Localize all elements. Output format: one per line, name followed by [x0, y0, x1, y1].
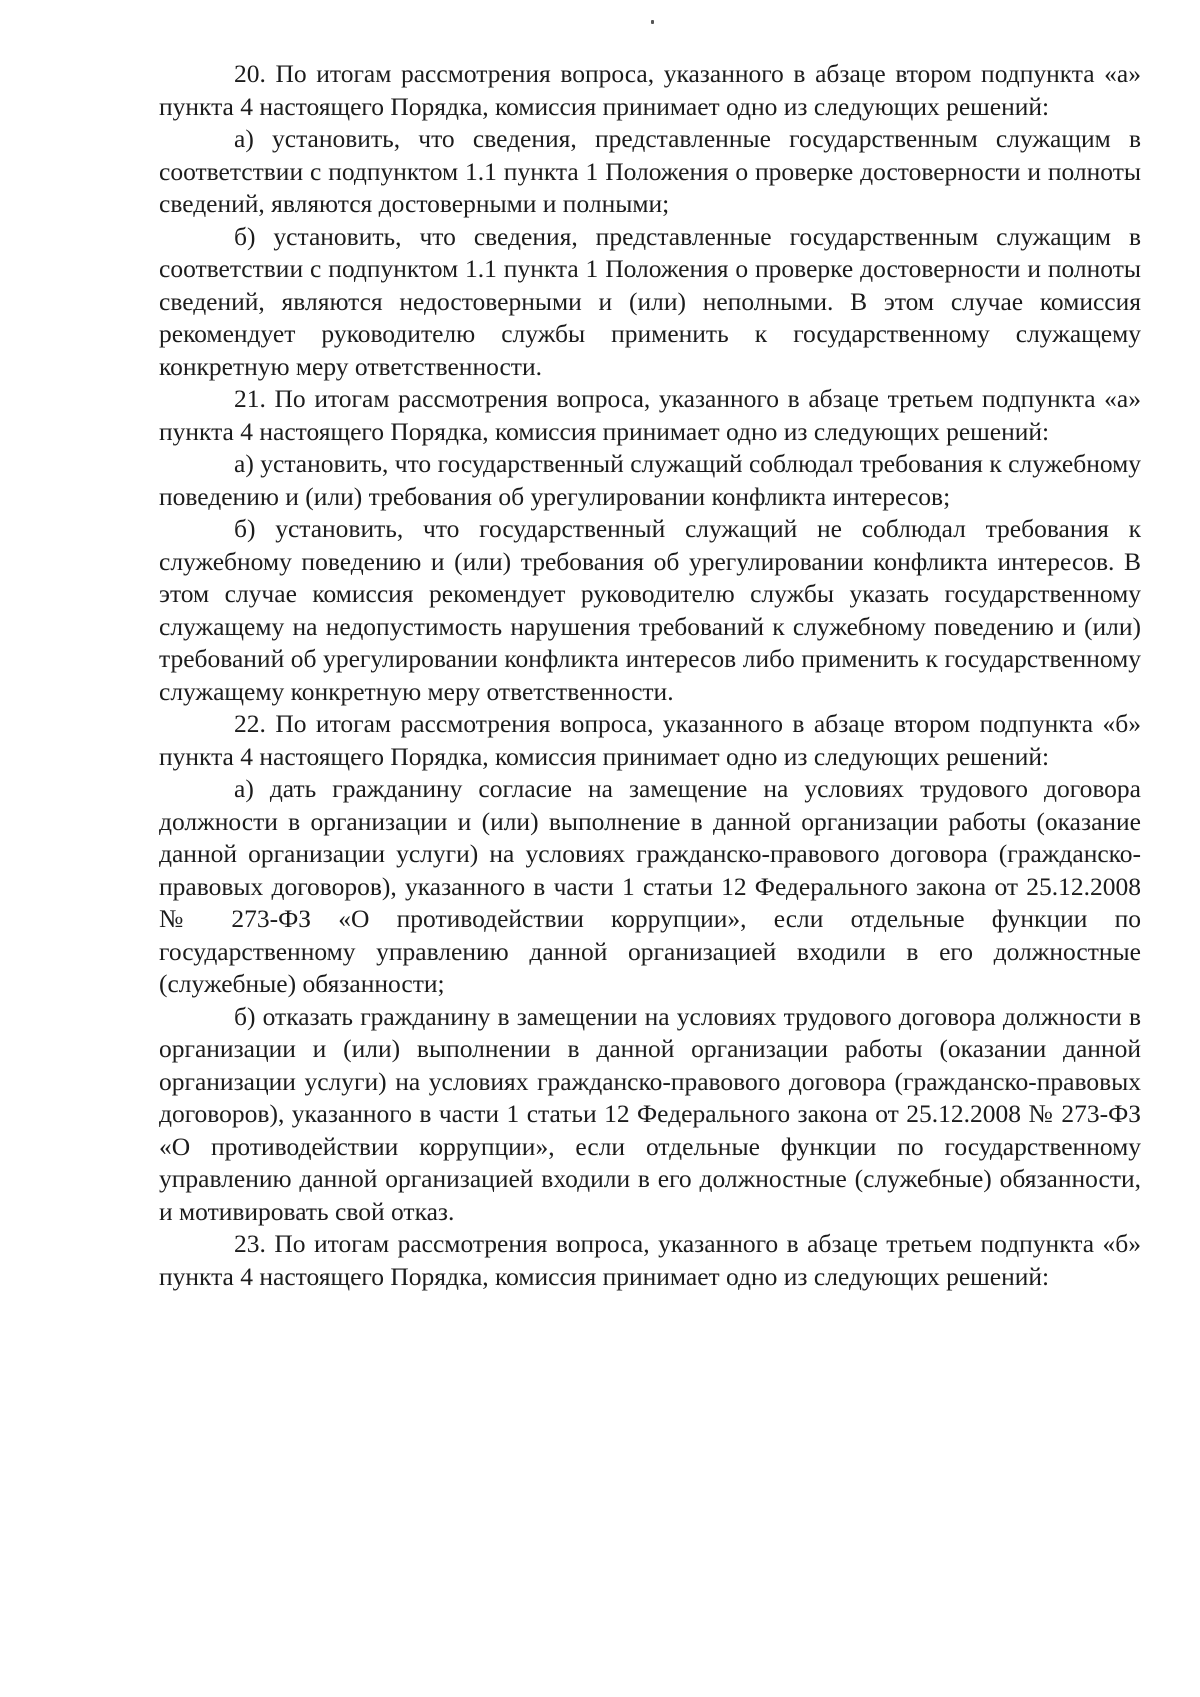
- paragraph-20: 20. По итогам рассмотрения вопроса, указанного в абзаце втором подпункта «а» пункта 4 настоящего Порядка, комиссия принимает одно из следующих решений:: [159, 59, 1141, 121]
- paragraph-21-b: б) установить, что государственный служащий не соблюдал требования к служебному поведению и (или) требования об урегулировании конфликта интересов. В этом случае комиссия рекомендует руководителю службы указать государственному служащему на недопустимость нарушения требований к служебному поведению и (или) требований об урегулировании конфликта интересов либо применить к государственному служащему конкретную меру ответственности.: [159, 514, 1141, 706]
- paragraph-22: 22. По итогам рассмотрения вопроса, указанного в абзаце втором подпункта «б» пункта 4 настоящего Порядка, комиссия принимает одно из следующих решений:: [159, 709, 1141, 771]
- scan-speck: [651, 20, 654, 24]
- document-body: [159, 58, 1141, 1293]
- paragraph-21: 21. По итогам рассмотрения вопроса, указанного в абзаце третьем подпункта «а» пункта 4 настоящего Порядка, комиссия принимает одно из следующих решений:: [159, 384, 1141, 446]
- paragraph-23: 23. По итогам рассмотрения вопроса, указанного в абзаце третьем подпункта «б» пункта 4 настоящего Порядка, комиссия принимает одно из следующих решений:: [159, 1229, 1141, 1291]
- paragraph-22-b: б) отказать гражданину в замещении на условиях трудового договора должности в организации и (или) выполнении в данной организации работы (оказании данной организации услуги) на условиях гражданско-правового договора (гражданско-правовых договоров), указанного в части 1 статьи 12 Федерального закона от 25.12.2008 № 273-ФЗ «О противодействии коррупции», если отдельные функции по государственному управлению данной организацией входили в его должностные (служебные) обязанности, и мотивировать свой отказ.: [159, 1001, 1141, 1226]
- paragraph-20-a: а) установить, что сведения, представленные государственным служащим в соответствии с подпунктом 1.1 пункта 1 Положения о проверке достоверности и полноты сведений, являются достоверными и полными;: [159, 124, 1141, 218]
- paragraph-22-a: а) дать гражданину согласие на замещение на условиях трудового договора должности в организации и (или) выполнение в данной организации работы (оказание данной организации услуги) на условиях гражданско-правового договора (гражданско-правовых договоров), указанного в части 1 статьи 12 Федерального закона от 25.12.2008 № 273-ФЗ «О противодействии коррупции», если отдельные функции по государственному управлению данной организацией входили в его должностные (служебные) обязанности;: [159, 774, 1141, 998]
- paragraph-20-b: б) установить, что сведения, представленные государственным служащим в соответствии с подпунктом 1.1 пункта 1 Положения о проверке достоверности и полноты сведений, являются недостоверными и (или) неполными. В этом случае комиссия рекомендует руководителю службы применить к государственному служащему конкретную меру ответственности.: [159, 221, 1141, 381]
- paragraph-21-a: а) установить, что государственный служащий соблюдал требования к служебному поведению и (или) требования об урегулировании конфликта интересов;: [159, 449, 1141, 511]
